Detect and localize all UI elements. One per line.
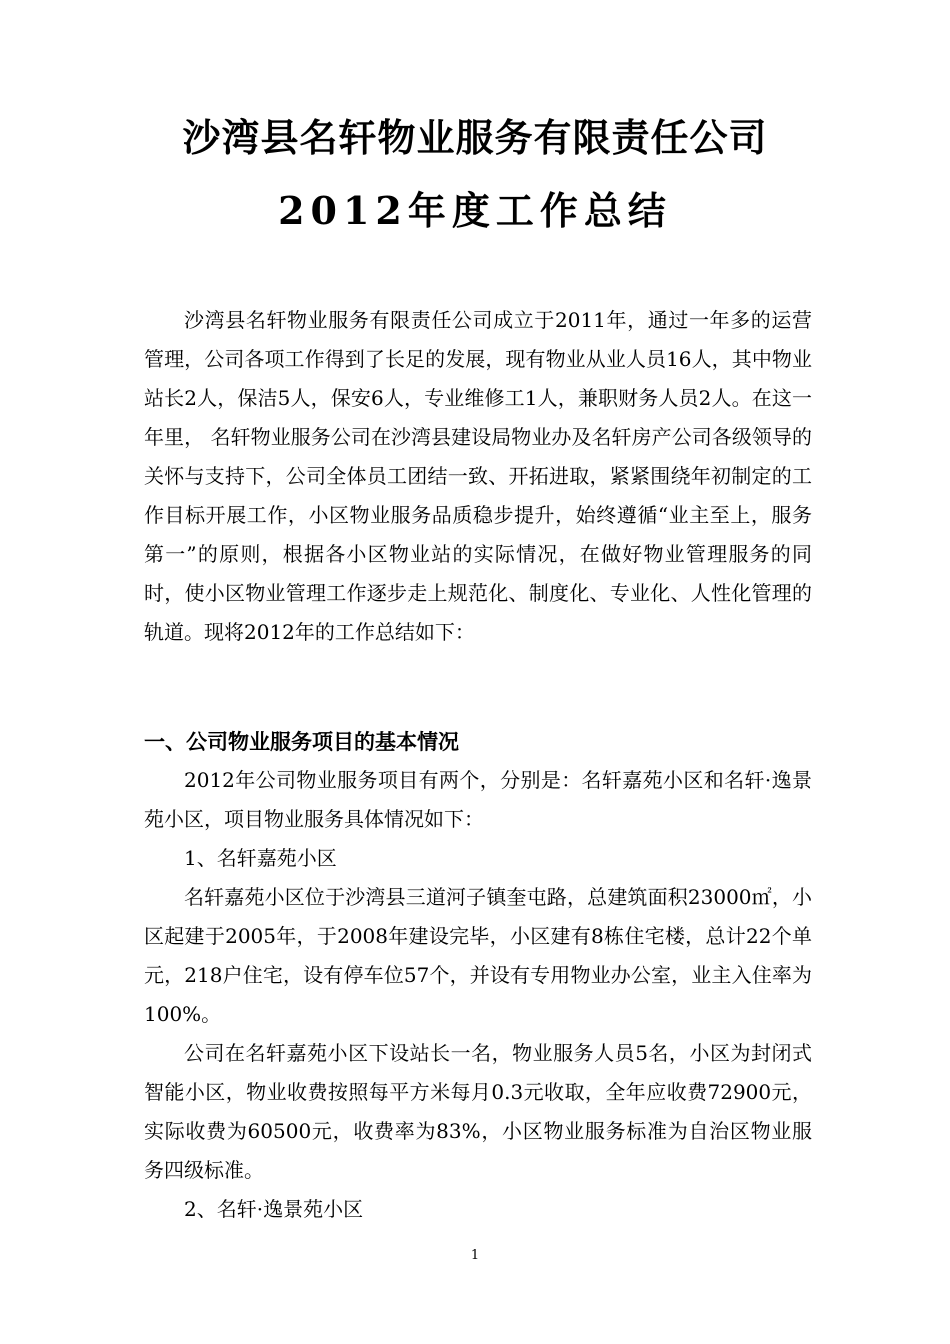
section-1 (144, 722, 812, 1229)
section-1-subheading-2: 2、名轩·逸景苑小区 (184, 1197, 364, 1221)
section-1-subheading-1: 1、名轩嘉苑小区 (184, 846, 337, 870)
intro-paragraph: 沙湾县名轩物业服务有限责任公司成立于2011年，通过一年多的运营管理，公司各项工作得到了长足的发展，现有物业从业人员16人，其中物业站长2人，保洁5人，保安6人，专业维修工1人，兼职财务人员2人。在这一年里， 名轩物业服务公司在沙湾县建设局物业办及名轩房产公司各级领导的关怀与支持下，公司全体员工团结一致、开拓进取，紧紧围绕年初制定的工作目标开展工作，小区物业服务品质稳步提升，始终遵循“业主至上，服务第一”的原则，根据各小区物业站的实际情况，在做好物业管理服务的同时，使小区物业管理工作逐步走上规范化、制度化、专业化、人性化管理的轨道。现将2012年的工作总结如下： (144, 308, 812, 644)
section-1-paragraph-1: 2012年公司物业服务项目有两个，分别是：名轩嘉苑小区和名轩·逸景苑小区，项目物业服务具体情况如下： (144, 768, 812, 831)
section-1-paragraph-3: 公司在名轩嘉苑小区下设站长一名，物业服务人员5名，小区为封闭式智能小区，物业收费按照每平方米每月0.3元收取，全年应收费72900元，实际收费为60500元，收费率为83%，小区物业服务标准为自治区物业服务四级标准。 (144, 1041, 812, 1182)
intro-block (144, 301, 812, 652)
section-1-heading: 一、公司物业服务项目的基本情况 (144, 729, 459, 754)
document-subtitle: 2012年度工作总结 (278, 188, 672, 233)
section-1-paragraph-2: 名轩嘉苑小区位于沙湾县三道河子镇奎屯路，总建筑面积23000㎡，小区起建于2005年，于2008年建设完毕，小区建有8栋住宅楼，总计22个单元，218户住宅，设有停车位57个，并设有专用物业办公室，业主入住率为100%。 (144, 885, 812, 1026)
page-number: 1 (470, 1248, 480, 1263)
document-title: 沙湾县名轩物业服务有限责任公司 (182, 115, 768, 160)
